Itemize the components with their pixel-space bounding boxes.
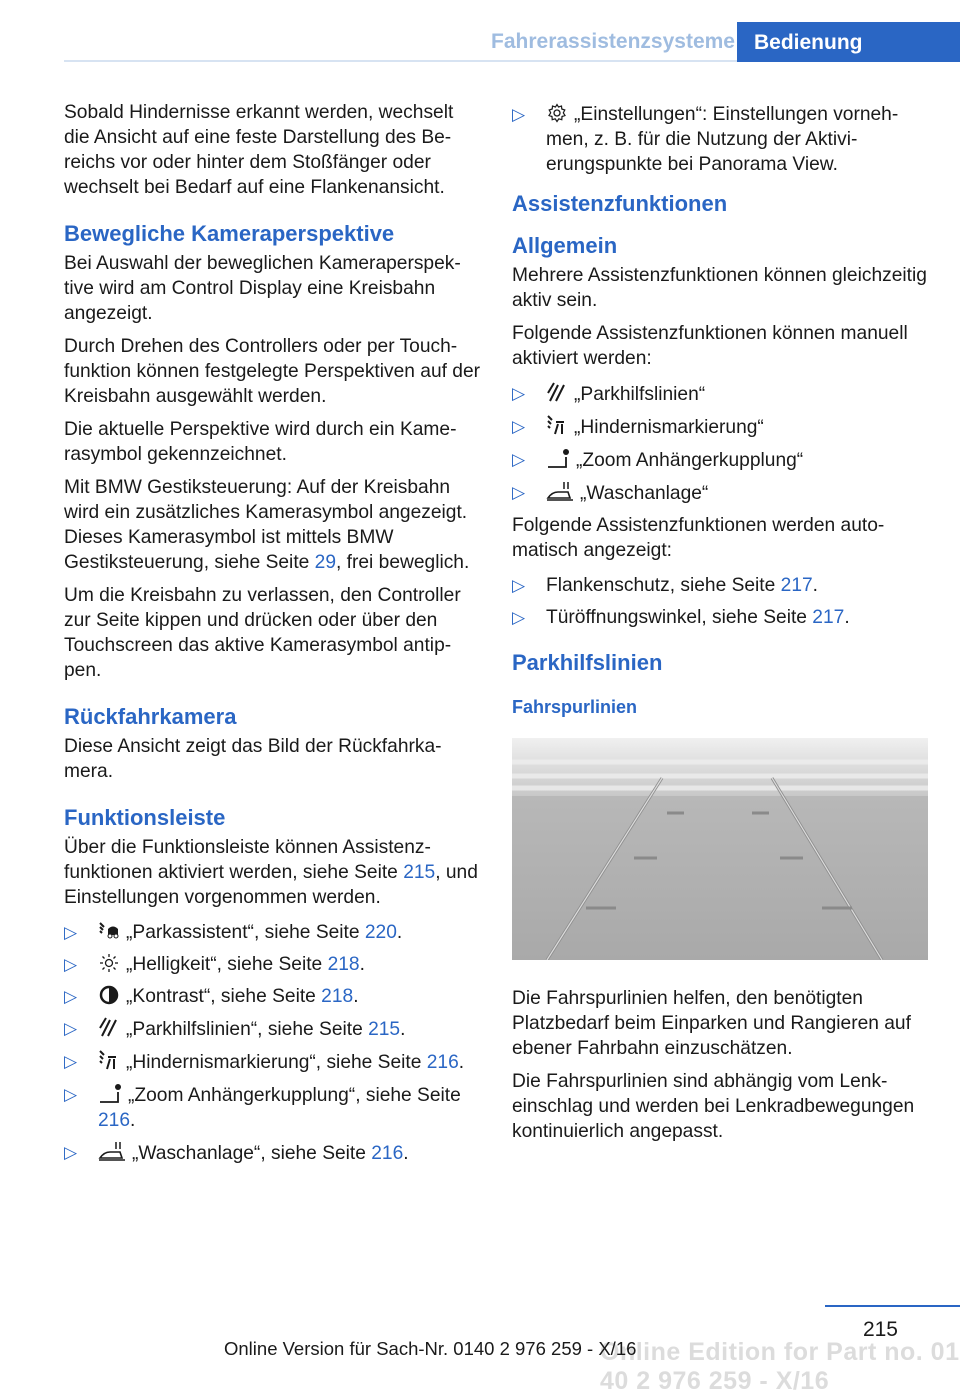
list-item (64, 1016, 480, 1042)
item-text: „Zoom Anhängerkupplung“, siehe Seite (128, 1085, 461, 1106)
bullet-icon: ▷ (64, 1085, 78, 1104)
camera-paragraph-4-text: Mit BMW Gestiksteuerung: Auf der Kreisbahn wird ein zusätzliches Kamerasymbol angezeigt. Dieses Kamerasymbol ist mittels BMW Gestiksteuerung, siehe Seite (64, 477, 468, 573)
item-text: „Parkassistent“, siehe Seite (126, 922, 365, 943)
car-wash-icon (546, 480, 574, 502)
list-item (512, 414, 930, 440)
list-item (64, 984, 480, 1009)
footer-rule (825, 1305, 960, 1307)
right-column (512, 100, 930, 1152)
page-link[interactable]: 215 (403, 862, 436, 883)
item-end: . (400, 1019, 406, 1040)
function-bar-list (64, 920, 480, 1166)
item-text: „Parkhilfslinien“, siehe Seite (126, 1019, 369, 1040)
bullet-icon: ▷ (512, 608, 526, 627)
list-item (512, 573, 930, 598)
item-text: „Zoom Anhängerkupplung“ (576, 450, 804, 471)
car-wash-icon (98, 1140, 126, 1162)
page-link[interactable]: 217 (812, 607, 845, 628)
trailer-hitch-icon (98, 1082, 122, 1104)
page-number: 215 (862, 1318, 898, 1341)
list-item (64, 1049, 480, 1075)
header-tab: Bedienung (737, 22, 960, 62)
camera-paragraph-4 (64, 475, 480, 575)
left-column (64, 100, 480, 1173)
general-paragraph-1: Mehrere Assistenzfunktionen können gleichzeitig aktiv sein. (512, 265, 927, 311)
page-link[interactable]: 217 (780, 575, 813, 596)
item-end: . (844, 607, 850, 628)
item-end: . (359, 954, 365, 975)
obstacle-marking-icon (546, 414, 568, 436)
bullet-icon: ▷ (64, 955, 78, 974)
gear-icon (546, 103, 568, 123)
lane-lines-paragraph-1: Die Fahrspurlinien helfen, den benötigten Platzbedarf beim Einparken und Rangieren auf ebener Fahrbahn einzuschätzen. (512, 988, 911, 1059)
bullet-icon: ▷ (512, 450, 526, 469)
heading-rear-camera: Rückfahrkamera (64, 704, 237, 729)
contrast-icon (98, 985, 120, 1005)
bullet-icon: ▷ (64, 1143, 78, 1162)
parking-lines-icon (98, 1016, 120, 1038)
list-item (512, 605, 930, 630)
list-item (64, 952, 480, 977)
general-paragraph-2: Folgende Assistenzfunktionen können manuell aktiviert werden: (512, 323, 908, 369)
lane-lines-camera-image (512, 738, 928, 960)
park-assistant-icon (98, 921, 120, 941)
manual-functions-list (512, 381, 930, 506)
header-section-title: Fahrerassistenzsysteme (491, 30, 735, 53)
item-text: „Waschanlage“, siehe Seite (132, 1143, 372, 1164)
page-link[interactable]: 215 (368, 1019, 401, 1040)
watermark: Online Edition for Part no. 01 40 2 976 259 - X/16 (600, 1338, 960, 1395)
list-item (64, 1082, 480, 1133)
item-text: „Hindernismarkierung“, siehe Seite (126, 1052, 427, 1073)
list-item (512, 102, 930, 177)
item-text: Flankenschutz, siehe Seite (546, 575, 781, 596)
bullet-icon: ▷ (512, 384, 526, 403)
item-text: „Parkhilfslinien“ (574, 384, 706, 405)
page-link[interactable]: 29 (314, 552, 336, 573)
item-end: . (353, 986, 359, 1007)
general-paragraph-3: Folgende Assistenzfunktionen werden automatisch angezeigt: (512, 515, 885, 561)
intro-paragraph: Sobald Hindernisse erkannt werden, wechselt die Ansicht auf eine feste Darstellung des Bereichs vor oder hinter dem Stoßfänger oder wechselt bei Bedarf auf eine Flankenansicht. (64, 102, 454, 198)
list-item (64, 1140, 480, 1166)
bullet-icon: ▷ (64, 987, 78, 1006)
camera-paragraph-2: Durch Drehen des Controllers oder per Touchfunktion können festgelegte Perspektiven auf der Kreisbahn ausgewählt werden. (64, 336, 481, 407)
bullet-icon: ▷ (512, 105, 526, 124)
item-text: „Kontrast“, siehe Seite (126, 986, 322, 1007)
heading-assistance-functions: Assistenzfunktionen (512, 191, 728, 216)
list-item (64, 920, 480, 945)
settings-list (512, 102, 930, 177)
auto-functions-list (512, 573, 930, 630)
page-link[interactable]: 216 (371, 1143, 404, 1164)
list-item (512, 480, 930, 506)
camera-paragraph-5: Um die Kreisbahn zu verlassen, den Controller zur Seite kippen und drücken oder über den Touchscreen das aktive Kamerasymbol antippen. (64, 585, 461, 681)
rear-camera-paragraph: Diese Ansicht zeigt das Bild der Rückfahrkamera. (64, 736, 442, 782)
page-link[interactable]: 220 (364, 922, 397, 943)
brightness-icon (98, 953, 120, 973)
page-link[interactable]: 218 (321, 986, 354, 1007)
camera-paragraph-4-end: , frei beweglich. (336, 552, 470, 573)
bullet-icon: ▷ (64, 1019, 78, 1038)
item-end: . (403, 1143, 409, 1164)
page-link[interactable]: 218 (327, 954, 360, 975)
bullet-icon: ▷ (512, 417, 526, 436)
edition-note: Online Version für Sach-Nr. 0140 2 976 259 - X/16 (224, 1338, 637, 1359)
heading-camera-perspective: Bewegliche Kameraperspektive (64, 221, 395, 246)
item-end: . (130, 1110, 136, 1131)
heading-function-bar: Funktionsleiste (64, 805, 226, 830)
item-end: . (812, 575, 819, 596)
function-bar-end: , und Einstellungen vorgenommen werden. (64, 862, 478, 908)
parking-lines-icon (546, 381, 568, 403)
lane-lines-paragraph-2: Die Fahrspurlinien sind abhängig vom Lenkeinschlag und werden bei Lenkradbewegungen kontinuierlich angepasst. (512, 1071, 915, 1142)
trailer-hitch-icon (546, 447, 570, 469)
item-text: „Waschanlage“ (580, 483, 709, 504)
item-text: Türöffnungswinkel, siehe Seite (546, 607, 813, 628)
item-end: . (458, 1052, 465, 1073)
item-text: „Helligkeit“, siehe Seite (126, 954, 328, 975)
item-text: „Einstellungen“: Einstellungen vornehmen, z. B. für die Nutzung der Aktivierungspunkte bei Panorama View. (546, 104, 899, 175)
camera-paragraph-1: Bei Auswahl der beweglichen Kameraperspektive wird am Control Display eine Kreisbahn angezeigt. (64, 253, 461, 324)
list-item (512, 447, 930, 473)
camera-paragraph-3: Die aktuelle Perspektive wird durch ein Kamerasymbol gekennzeichnet. (64, 419, 457, 465)
heading-parking-lines: Parkhilfslinien (512, 650, 663, 675)
item-text: „Hindernismarkierung“ (574, 417, 764, 438)
heading-lane-lines: Fahrspurlinien (512, 697, 638, 717)
page-link[interactable]: 216 (426, 1052, 459, 1073)
bullet-icon: ▷ (64, 1052, 78, 1071)
heading-general: Allgemein (512, 233, 618, 258)
bullet-icon: ▷ (64, 923, 78, 942)
item-end: . (396, 922, 403, 943)
list-item (512, 381, 930, 407)
page-link[interactable]: 216 (98, 1110, 131, 1131)
bullet-icon: ▷ (512, 576, 526, 595)
function-bar-paragraph (64, 835, 480, 910)
obstacle-marking-icon (98, 1049, 120, 1071)
function-bar-text: Über die Funktionsleiste können Assistenzfunktionen aktiviert werden, siehe Seite (64, 837, 431, 883)
bullet-icon: ▷ (512, 483, 526, 502)
